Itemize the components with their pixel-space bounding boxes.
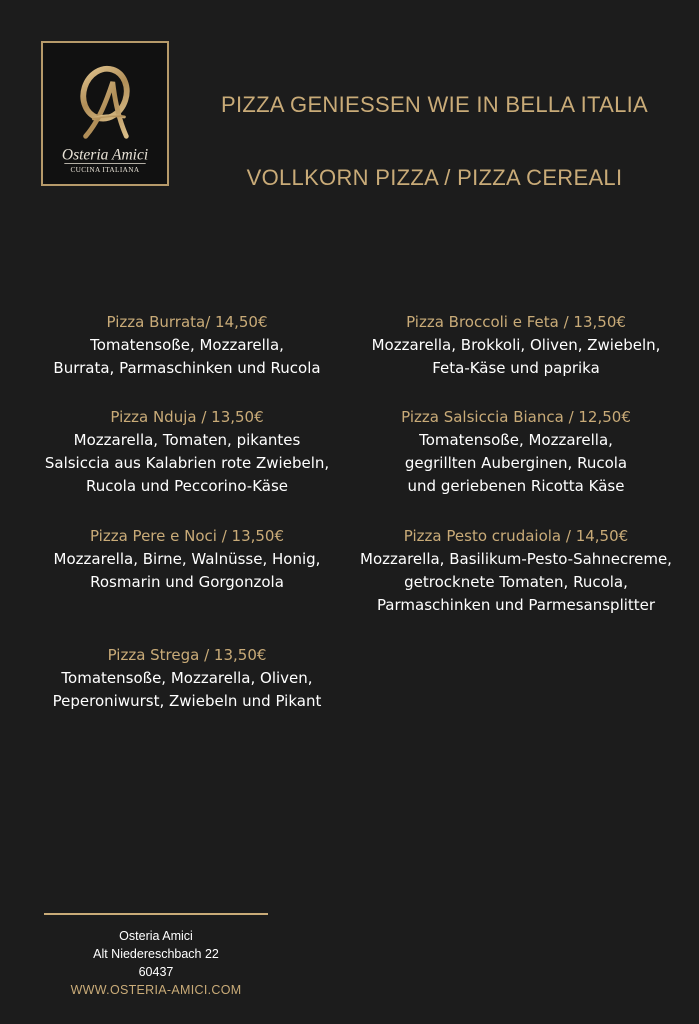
page-headline: PIZZA GENIESSEN WIE IN BELLA ITALIA bbox=[221, 92, 648, 117]
menu-item-description: Tomatensoße, Mozzarella, Oliven, Peperoniwurst, Zwiebeln und Pikant bbox=[52, 669, 322, 710]
menu-item-broccoli-feta bbox=[351, 311, 681, 380]
menu-item-name: Pizza Pere e Noci / 13,50€ bbox=[89, 527, 285, 545]
menu-item-description: Tomatensoße, Mozzarella, Burrata, Parmaschinken und Rucola bbox=[53, 336, 321, 377]
footer-street: Alt Niedereschbach 22 bbox=[93, 947, 219, 961]
footer-address bbox=[44, 927, 268, 999]
menu-item-nduja bbox=[22, 406, 352, 498]
footer-divider bbox=[44, 913, 268, 915]
menu-item-name: Pizza Nduja / 13,50€ bbox=[110, 408, 264, 426]
logo-graphic bbox=[43, 43, 167, 184]
menu-item-pere-noci bbox=[22, 525, 352, 594]
menu-item-name: Pizza Salsiccia Bianca / 12,50€ bbox=[401, 408, 631, 426]
footer-restaurant-name: Osteria Amici bbox=[119, 929, 193, 943]
menu-item-pesto-crudaiola bbox=[351, 525, 681, 617]
menu-item-name: Pizza Broccoli e Feta / 13,50€ bbox=[406, 313, 626, 331]
menu-item-salsiccia-bianca bbox=[351, 406, 681, 498]
menu-item-description: Mozzarella, Basilikum-Pesto-Sahnecreme, getrocknete Tomaten, Rucola, Parmaschinken und Parmesansplitter bbox=[360, 550, 672, 614]
restaurant-logo bbox=[41, 41, 169, 186]
menu-item-description: Mozzarella, Birne, Walnüsse, Honig, Rosmarin und Gorgonzola bbox=[53, 550, 321, 591]
menu-item-burrata bbox=[22, 311, 352, 380]
footer-website-link[interactable]: WWW.OSTERIA-AMICI.COM bbox=[70, 983, 242, 997]
menu-item-description: Mozzarella, Brokkoli, Oliven, Zwiebeln, Feta-Käse und paprika bbox=[371, 336, 661, 377]
logo-tagline: CUCINA ITALIANA bbox=[70, 166, 140, 175]
footer-zip: 60437 bbox=[138, 965, 174, 979]
menu-item-description: Mozzarella, Tomaten, pikantes Salsiccia aus Kalabrien rote Zwiebeln, Rucola und Peccorino-Käse bbox=[44, 431, 330, 495]
menu-item-description: Tomatensoße, Mozzarella, gegrillten Auberginen, Rucola und geriebenen Ricotta Käse bbox=[404, 431, 628, 495]
menu-item-name: Pizza Strega / 13,50€ bbox=[107, 646, 267, 664]
menu-category-title: VOLLKORN PIZZA / PIZZA CEREALI bbox=[246, 165, 623, 190]
menu-item-name: Pizza Pesto crudaiola / 14,50€ bbox=[403, 527, 629, 545]
menu-item-strega bbox=[22, 644, 352, 713]
logo-name: Osteria Amici bbox=[61, 146, 149, 164]
menu-item-name: Pizza Burrata/ 14,50€ bbox=[106, 313, 268, 331]
